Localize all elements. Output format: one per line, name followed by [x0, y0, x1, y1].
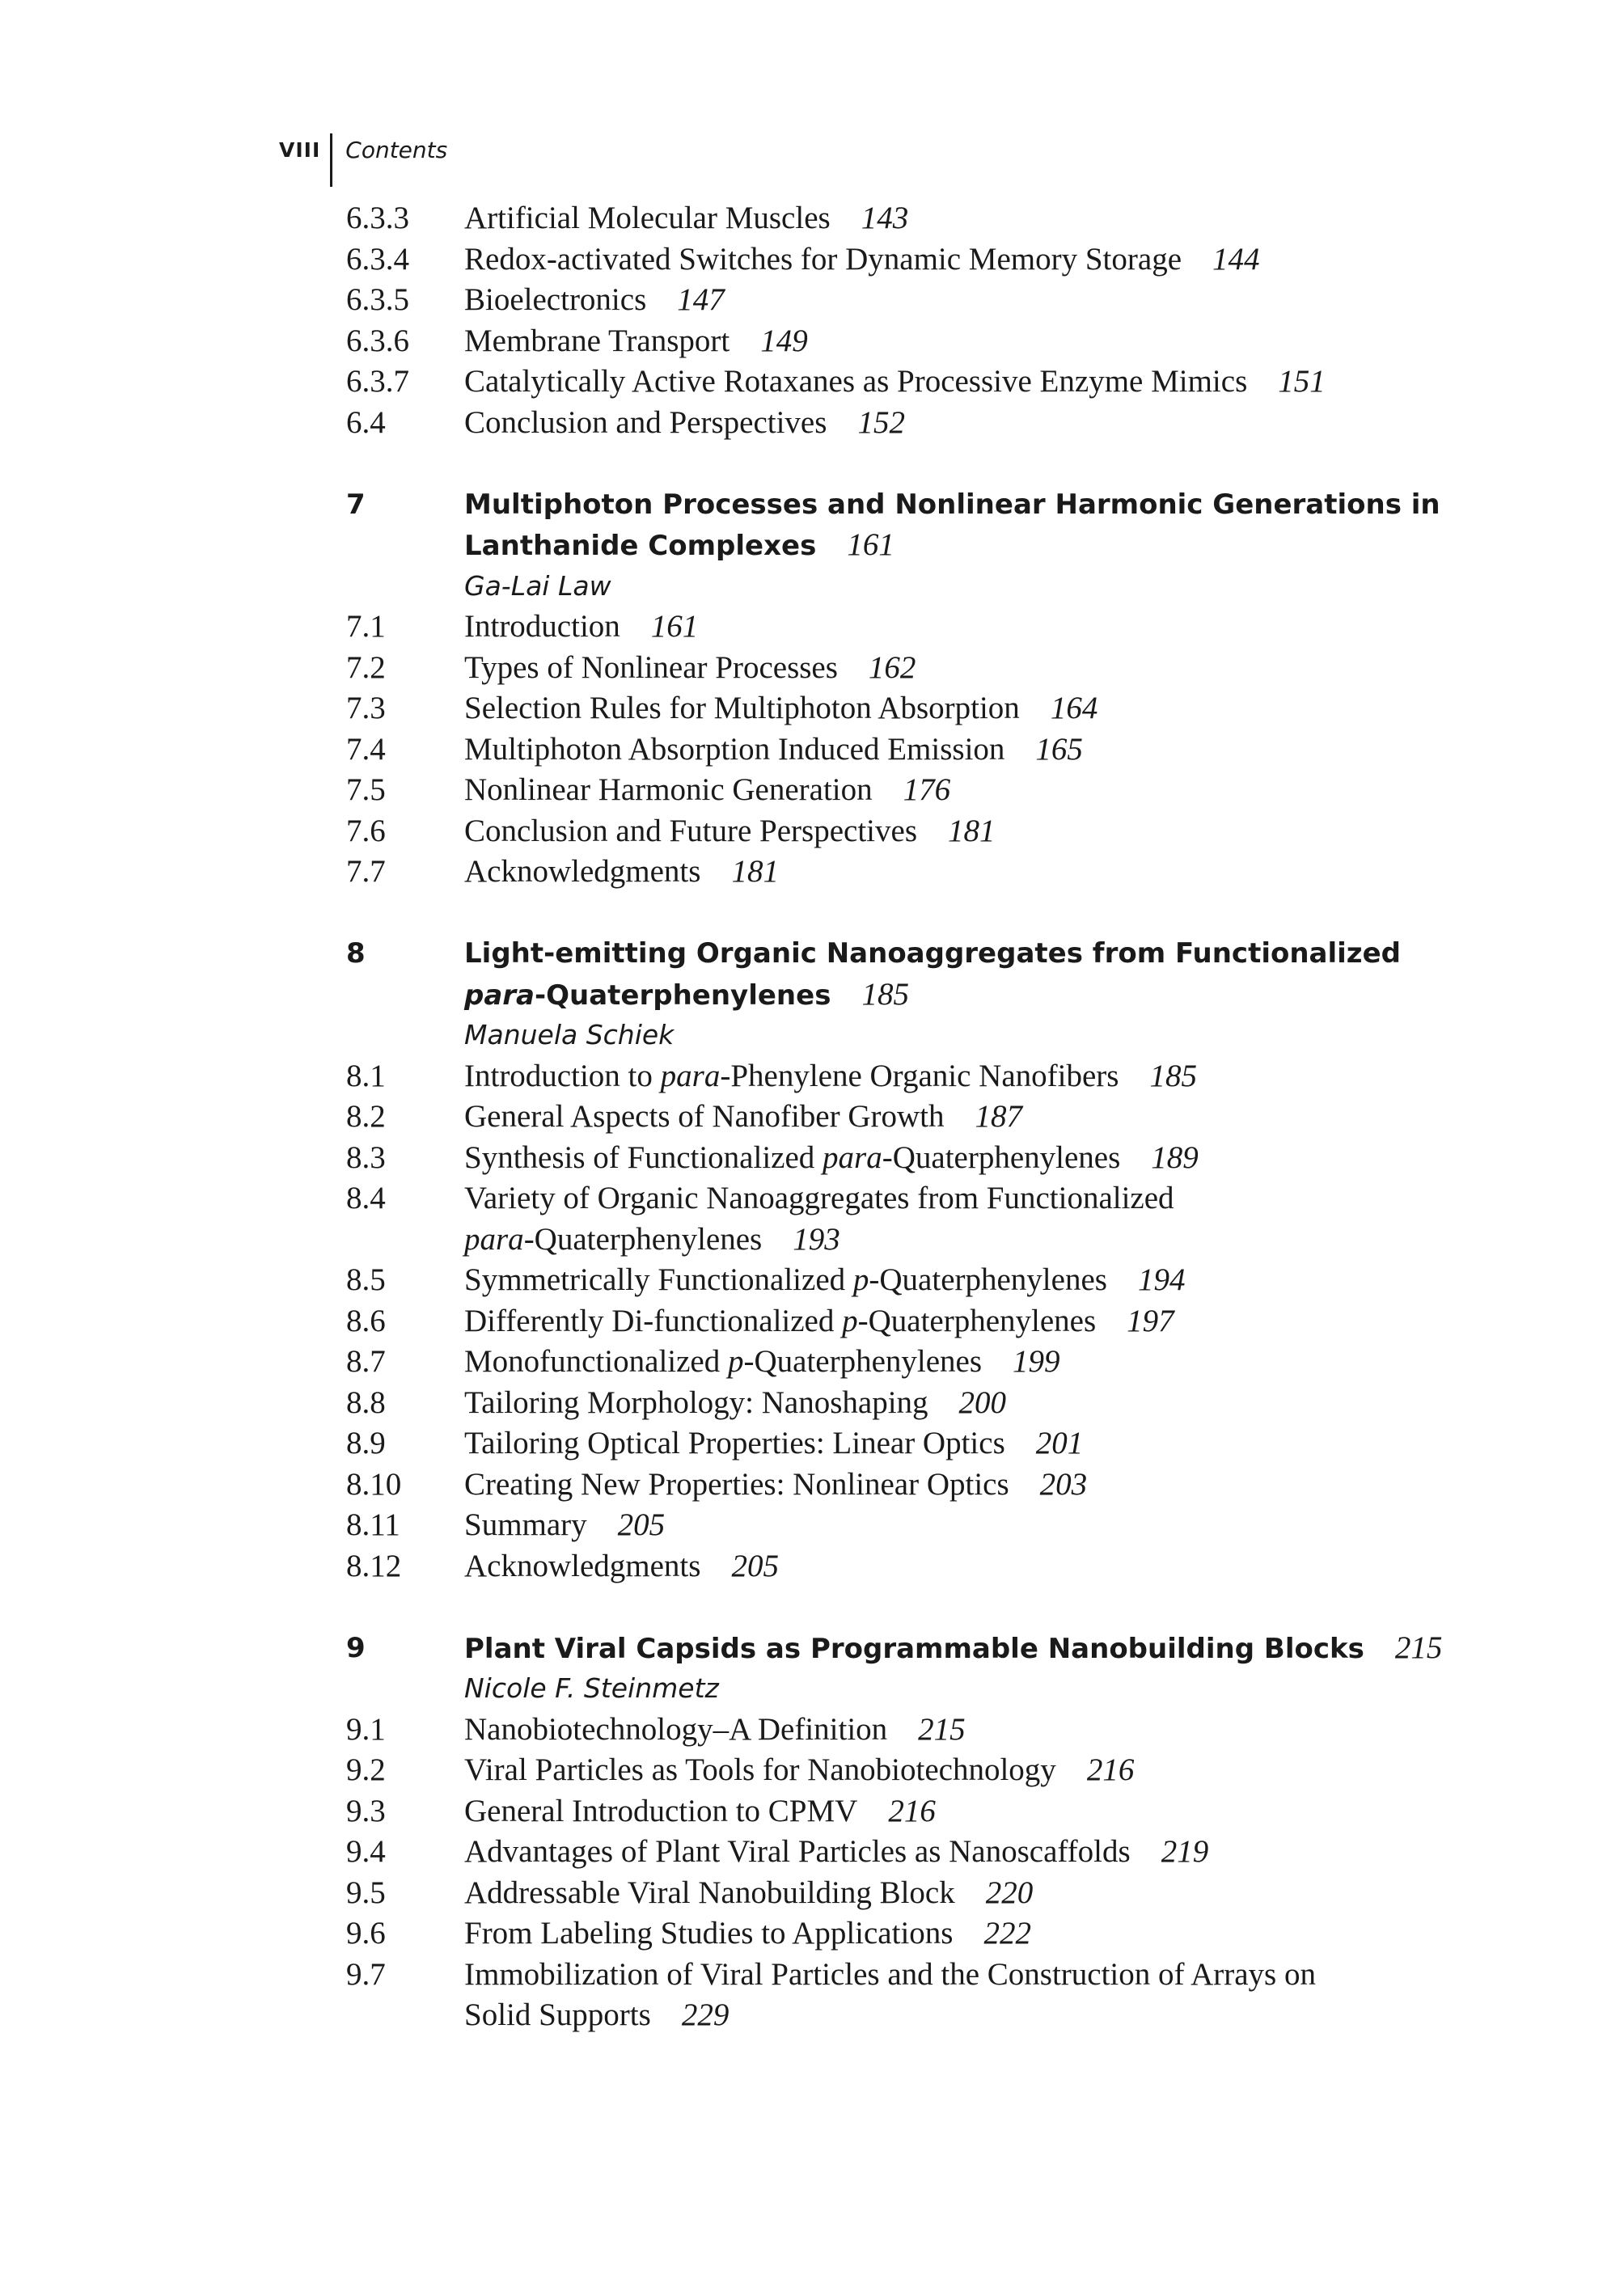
toc-entry — [346, 1301, 1414, 1342]
page-ref: 215 — [918, 1711, 966, 1747]
entry-title: Synthesis of Functionalized para-Quaterphenylenes 189 — [464, 1139, 1199, 1175]
section-number: 9.1 — [346, 1711, 386, 1747]
toc-entry — [346, 1097, 1414, 1138]
entry-title: Acknowledgments 205 — [464, 1548, 779, 1583]
toc-entry — [346, 729, 1414, 771]
page-ref: 194 — [1137, 1262, 1186, 1297]
toc-entry — [346, 770, 1414, 811]
chapter-author — [346, 1015, 1414, 1056]
section-gap — [346, 443, 1414, 484]
entry-title: Bioelectronics 147 — [464, 282, 725, 317]
entry-title: Multiphoton Processes and Nonlinear Harmonic Generations in — [464, 488, 1440, 521]
entry-title: Membrane Transport 149 — [464, 323, 808, 358]
section-number: 8.11 — [346, 1507, 400, 1542]
entry-title: Advantages of Plant Viral Particles as Nanoscaffolds 219 — [464, 1834, 1209, 1869]
section-number: 6.3.7 — [346, 364, 409, 399]
entry-title: Selection Rules for Multiphoton Absorption 164 — [464, 691, 1098, 725]
toc-entry — [346, 1505, 1414, 1546]
page-ref: 161 — [650, 609, 699, 644]
page-ref: 199 — [1013, 1344, 1060, 1379]
entry-title: Conclusion and Perspectives 152 — [464, 404, 905, 440]
page-ref: 181 — [948, 813, 996, 848]
page-ref: 149 — [760, 323, 808, 358]
section-number: 7.3 — [346, 691, 386, 725]
section-number: 7.1 — [346, 609, 386, 644]
page-ref: 164 — [1050, 691, 1098, 725]
toc-entry — [346, 811, 1414, 852]
page-ref: 147 — [677, 282, 725, 317]
chapter-title — [346, 525, 1414, 566]
section-number: 7.6 — [346, 813, 386, 848]
section-number: 8.3 — [346, 1139, 386, 1175]
page-ref: 144 — [1212, 241, 1260, 277]
header-rule — [330, 133, 332, 187]
toc-entry — [346, 1913, 1414, 1955]
italic-prefix: p — [852, 1262, 869, 1297]
page-ref: 201 — [1035, 1426, 1084, 1460]
page-ref: 143 — [861, 201, 909, 235]
running-header — [279, 133, 447, 187]
entry-title: Types of Nonlinear Processes 162 — [464, 649, 916, 685]
section-number: 8.6 — [346, 1303, 386, 1338]
toc-entry — [346, 1873, 1414, 1914]
section-number: 6.3.5 — [346, 282, 409, 317]
entry-title: Tailoring Optical Properties: Linear Optics 201 — [464, 1426, 1084, 1460]
entry-title: Monofunctionalized p-Quaterphenylenes 199 — [464, 1344, 1060, 1379]
page-ref: 162 — [868, 649, 916, 685]
page-ref: 187 — [975, 1099, 1022, 1134]
entry-title: para-Quaterphenylenes 185 — [464, 976, 909, 1012]
entry-title: Redox-activated Switches for Dynamic Memory Storage 144 — [464, 241, 1260, 277]
section-number: 7.7 — [346, 854, 386, 889]
toc-entry — [346, 1546, 1414, 1587]
entry-title: Introduction 161 — [464, 609, 699, 644]
toc-entry — [346, 1342, 1414, 1383]
entry-title: Light-emitting Organic Nanoaggregates from Functionalized — [464, 937, 1401, 970]
section-gap — [346, 893, 1414, 934]
toc-entry — [346, 648, 1414, 689]
chapter-author — [346, 1668, 1414, 1710]
chapter-title — [346, 974, 1414, 1016]
section-number: 9 — [346, 1631, 366, 1664]
page-ref: 189 — [1151, 1139, 1199, 1175]
section-number: 8.7 — [346, 1344, 386, 1379]
section-number: 8.5 — [346, 1262, 386, 1297]
toc-entry — [346, 1832, 1414, 1873]
section-number: 8.9 — [346, 1426, 386, 1460]
toc-entry — [346, 321, 1414, 362]
page-ref: 161 — [847, 527, 894, 562]
entry-title: Nicole F. Steinmetz — [464, 1672, 719, 1704]
entry-title: Summary 205 — [464, 1507, 666, 1542]
section-number — [346, 1995, 464, 2036]
toc-entry — [346, 852, 1414, 893]
entry-title: Variety of Organic Nanoaggregates from Functionalized — [464, 1181, 1174, 1215]
toc-entry — [346, 1791, 1414, 1832]
page-ref: 193 — [793, 1221, 840, 1257]
section-number: 8.1 — [346, 1058, 386, 1093]
entry-title: From Labeling Studies to Applications 222 — [464, 1916, 1031, 1951]
section-number: 7.5 — [346, 772, 386, 807]
section-number — [346, 974, 464, 1016]
toc-entry — [346, 1219, 1414, 1261]
toc-entry — [346, 239, 1414, 281]
entry-title: Differently Di-functionalized p-Quaterphenylenes 197 — [464, 1303, 1174, 1338]
chapter-author — [346, 566, 1414, 607]
section-number — [346, 566, 464, 607]
entry-title: Addressable Viral Nanobuilding Block 220 — [464, 1875, 1034, 1910]
toc-entry — [346, 1465, 1414, 1506]
page-ref: 205 — [731, 1548, 779, 1583]
section-number: 9.7 — [346, 1956, 386, 1992]
entry-title: Multiphoton Absorption Induced Emission 165 — [464, 731, 1083, 767]
section-number — [346, 1668, 464, 1710]
toc-entry — [346, 1178, 1414, 1219]
entry-title: Manuela Schiek — [464, 1019, 675, 1050]
entry-title: Viral Particles as Tools for Nanobiotechnology 216 — [464, 1752, 1135, 1787]
page-ref: 216 — [1086, 1752, 1135, 1787]
toc-entry — [346, 280, 1414, 321]
entry-title: General Aspects of Nanofiber Growth 187 — [464, 1099, 1022, 1134]
italic-prefix: para — [464, 1221, 524, 1257]
chapter-title — [346, 1628, 1443, 1669]
section-number: 9.4 — [346, 1834, 386, 1869]
section-gap — [346, 1587, 1414, 1628]
section-number: 9.2 — [346, 1752, 386, 1787]
section-number — [346, 1015, 464, 1056]
entry-title: Catalytically Active Rotaxanes as Processive Enzyme Mimics 151 — [464, 364, 1326, 399]
page-ref: 216 — [888, 1793, 936, 1828]
section-number: 9.3 — [346, 1793, 386, 1828]
section-number: 9.5 — [346, 1875, 386, 1910]
toc-entry — [346, 1260, 1414, 1301]
section-number: 6.3.4 — [346, 241, 409, 277]
page-ref: 176 — [903, 772, 951, 807]
running-title: Contents — [345, 137, 448, 163]
table-of-contents — [346, 198, 1443, 2036]
italic-prefix: para — [660, 1058, 721, 1093]
entry-title: Creating New Properties: Nonlinear Optics 203 — [464, 1466, 1088, 1502]
section-number: 8.4 — [346, 1181, 386, 1215]
page-ref: 181 — [731, 854, 779, 889]
entry-title: General Introduction to CPMV 216 — [464, 1793, 936, 1828]
toc-entry — [346, 1995, 1414, 2036]
chapter-title — [346, 484, 1440, 526]
page-ref: 197 — [1127, 1303, 1174, 1338]
page-ref: 185 — [861, 976, 909, 1012]
page-number: VIII — [279, 138, 321, 162]
chapter-title — [346, 933, 1414, 974]
page-ref: 200 — [958, 1384, 1007, 1420]
toc-entry — [346, 1423, 1414, 1465]
page-ref: 215 — [1394, 1629, 1443, 1665]
page-ref: 152 — [857, 404, 905, 440]
entry-title: Tailoring Morphology: Nanoshaping 200 — [464, 1384, 1007, 1420]
entry-title: Artificial Molecular Muscles 143 — [464, 201, 909, 235]
section-number: 8.8 — [346, 1384, 386, 1420]
section-number: 7.2 — [346, 649, 386, 685]
page-ref: 220 — [985, 1875, 1034, 1910]
toc-entry — [346, 1750, 1414, 1791]
entry-title: Nanobiotechnology–A Definition 215 — [464, 1711, 966, 1747]
entry-title: Conclusion and Future Perspectives 181 — [464, 813, 996, 848]
toc-entry — [346, 607, 1414, 648]
page-ref: 222 — [983, 1916, 1031, 1951]
entry-title: Lanthanide Complexes 161 — [464, 527, 894, 562]
entry-title: Introduction to para-Phenylene Organic Nanofibers 185 — [464, 1058, 1197, 1093]
toc-entry — [346, 1383, 1414, 1424]
entry-title: Symmetrically Functionalized p-Quaterphenylenes 194 — [464, 1262, 1186, 1297]
entry-title: Solid Supports 229 — [464, 1997, 730, 2032]
section-number: 7 — [346, 488, 366, 521]
page-ref: 219 — [1161, 1834, 1209, 1869]
page-ref: 151 — [1278, 364, 1326, 399]
toc-entry — [346, 1710, 1414, 1751]
toc-entry — [346, 1138, 1414, 1179]
toc-entry — [346, 1955, 1414, 1996]
italic-prefix: para — [823, 1139, 882, 1175]
toc-entry — [346, 403, 1414, 444]
section-number — [346, 1219, 464, 1261]
section-number: 6.3.3 — [346, 201, 409, 235]
entry-title: para-Quaterphenylenes 193 — [464, 1221, 840, 1257]
entry-title: Ga-Lai Law — [464, 569, 611, 602]
entry-title: Nonlinear Harmonic Generation 176 — [464, 772, 951, 807]
section-number: 7.4 — [346, 731, 386, 767]
page-ref: 185 — [1149, 1058, 1197, 1093]
page-ref: 203 — [1039, 1466, 1088, 1502]
section-number: 6.4 — [346, 404, 386, 440]
entry-title: Immobilization of Viral Particles and the Construction of Arrays on — [464, 1956, 1316, 1992]
toc-entry — [346, 1056, 1414, 1097]
entry-title: Plant Viral Capsids as Programmable Nanobuilding Blocks 215 — [464, 1629, 1443, 1665]
toc-entry — [346, 198, 1414, 239]
section-number: 8.12 — [346, 1548, 402, 1583]
section-number: 8.2 — [346, 1099, 386, 1134]
page-ref: 165 — [1035, 731, 1083, 767]
section-number: 8 — [346, 937, 366, 970]
section-number — [346, 525, 464, 566]
section-number: 6.3.6 — [346, 323, 409, 358]
section-number: 9.6 — [346, 1916, 386, 1951]
toc-entry — [346, 688, 1414, 729]
italic-prefix: para — [464, 979, 535, 1012]
italic-prefix: p — [842, 1303, 858, 1338]
page-ref: 229 — [681, 1997, 730, 2032]
section-number: 8.10 — [346, 1466, 402, 1502]
page-ref: 205 — [617, 1507, 666, 1542]
entry-title: Acknowledgments 181 — [464, 854, 779, 889]
toc-entry — [346, 361, 1414, 403]
italic-prefix: p — [728, 1344, 744, 1379]
